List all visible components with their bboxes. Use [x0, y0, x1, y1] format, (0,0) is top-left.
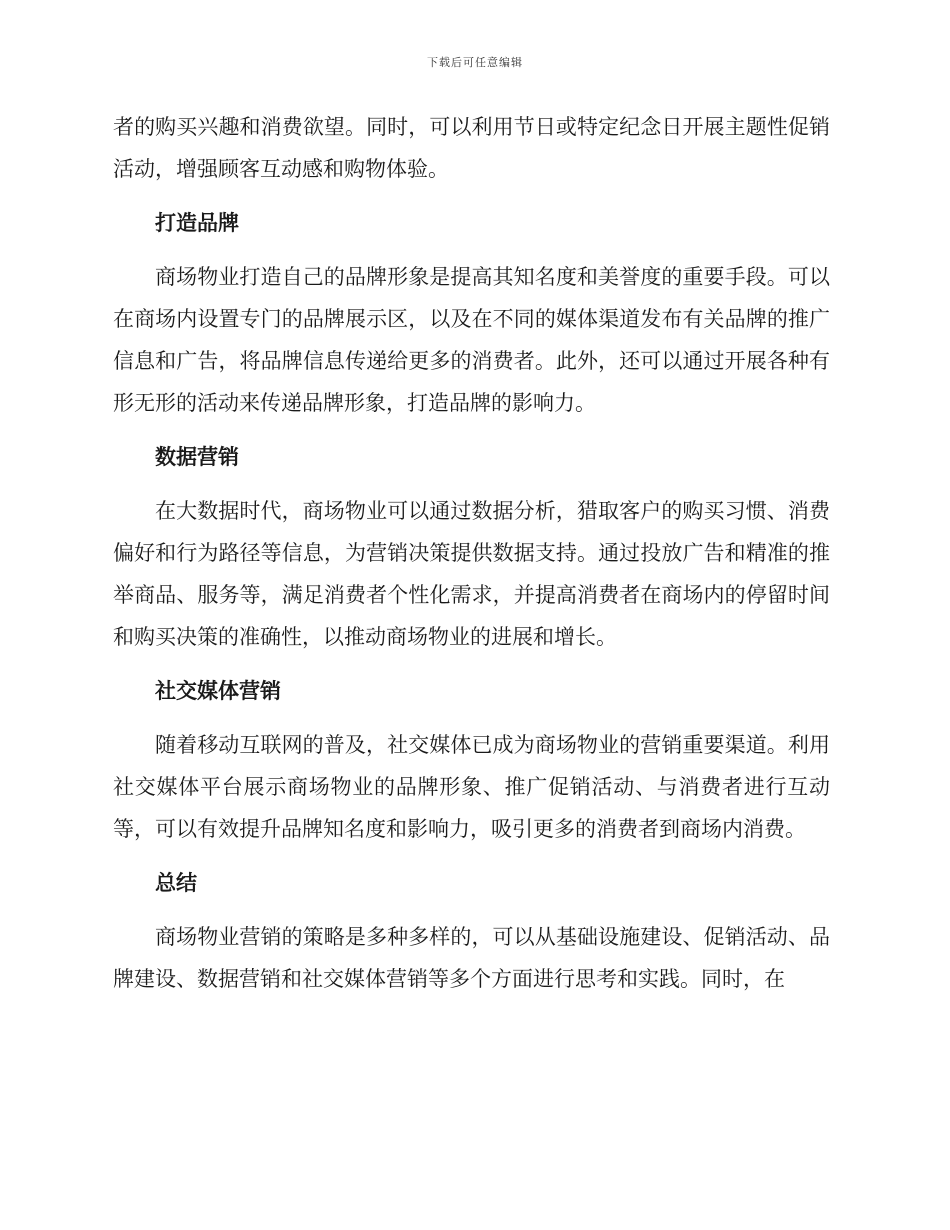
summary-paragraph: 商场物业营销的策略是多种多样的，可以从基础设施建设、促销活动、品牌建设、数据营销和社交媒体营销等多个方面进行思考和实践。同时，在 [113, 925, 830, 991]
data-marketing-paragraph: 在大数据时代，商场物业可以通过数据分析，猎取客户的购买习惯、消费偏好和行为路径等信息，为营销决策提供数据支持。通过投放广告和精准的推举商品、服务等，满足消费者个性化需求，并提高消费者在商场内的停留时间和购买决策的准确性，以推动商场物业的进展和增长。 [113, 499, 830, 649]
section-heading-summary: 总结 [155, 871, 197, 895]
page-header: 下载后可任意编辑 [427, 56, 523, 69]
brand-paragraph: 商场物业打造自己的品牌形象是提高其知名度和美誉度的重要手段。可以在商场内设置专门的品牌展示区，以及在不同的媒体渠道发布有关品牌的推广信息和广告，将品牌信息传递给更多的消费者。此外，还可以通过开展各种有形无形的活动来传递品牌形象，打造品牌的影响力。 [113, 265, 830, 415]
section-heading-social-media: 社交媒体营销 [155, 679, 281, 703]
social-media-paragraph: 随着移动互联网的普及，社交媒体已成为商场物业的营销重要渠道。利用社交媒体平台展示商场物业的品牌形象、推广促销活动、与消费者进行互动等，可以有效提升品牌知名度和影响力，吸引更多的消费者到商场内消费。 [113, 733, 830, 841]
document-body [113, 106, 830, 1000]
intro-paragraph: 者的购买兴趣和消费欲望。同时，可以利用节日或特定纪念日开展主题性促销活动，增强顾客互动感和购物体验。 [113, 115, 830, 181]
section-heading-data-marketing: 数据营销 [155, 445, 239, 469]
section-heading-brand: 打造品牌 [155, 211, 239, 235]
